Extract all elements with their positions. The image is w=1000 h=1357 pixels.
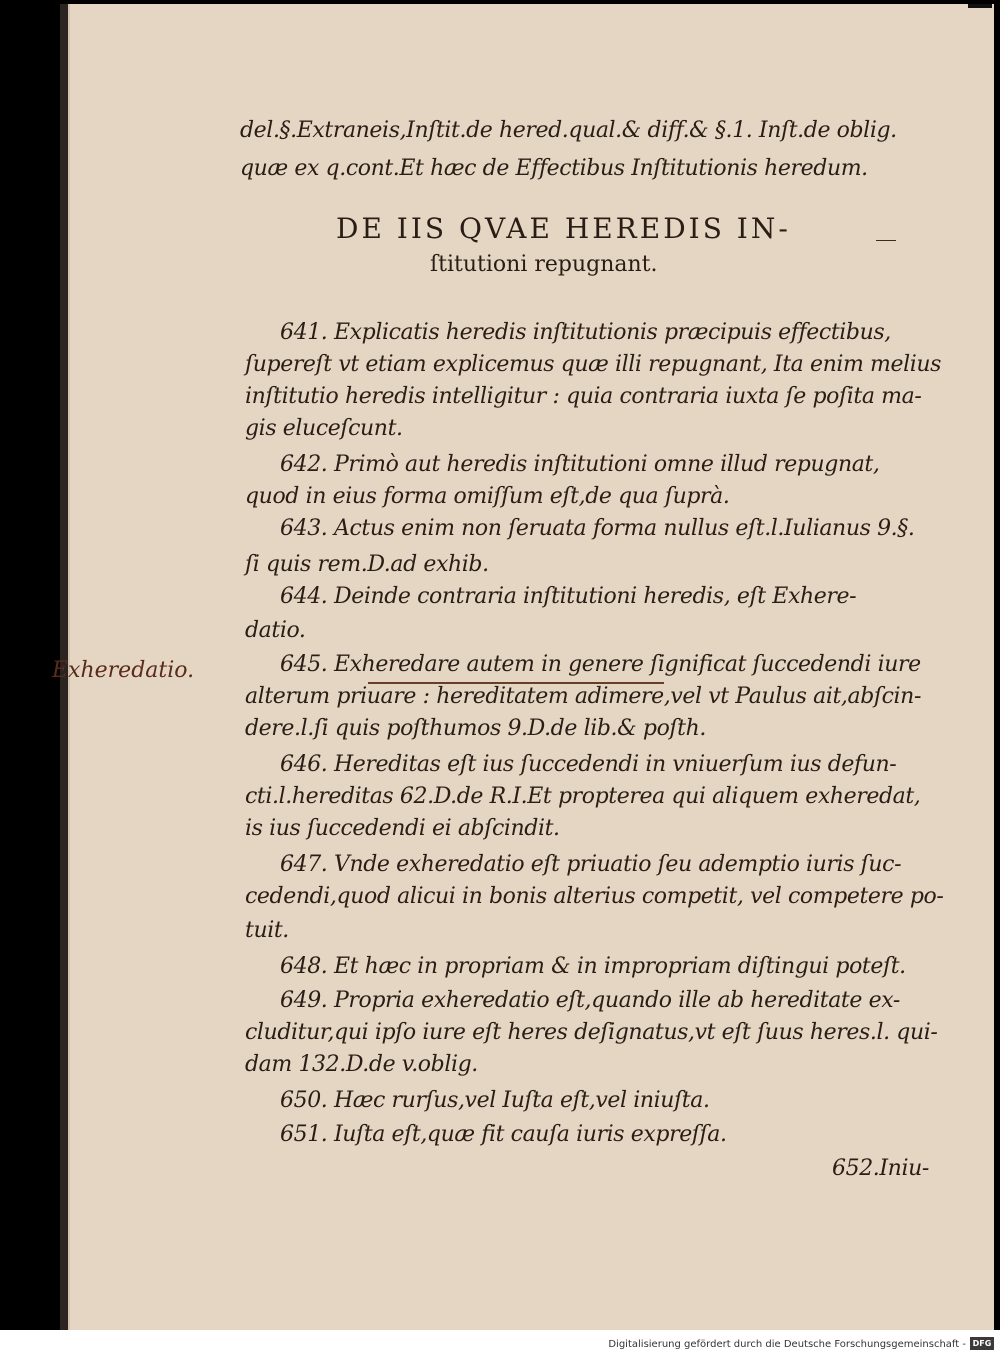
paragraph-line: ſupereſt vt etiam explicemus quæ illi repugnant, Ita enim melius <box>245 352 942 377</box>
footer-credit: Digitalisierung gefördert durch die Deutsche Forschungsgemeinschaft - <box>608 1339 966 1350</box>
handwritten-underline <box>368 682 664 684</box>
paragraph-line: inſtitutio heredis intelligitur : quia contraria iuxta ſe poſita ma- <box>245 384 922 409</box>
paragraph-line: quod in eius forma omiſſum eſt,de qua ſuprà. <box>245 484 730 509</box>
handwritten-margin-note: Exheredatio. <box>52 658 195 683</box>
intro-line: quæ ex q.cont.Et hæc de Effectibus Inſtitutionis heredum. <box>240 156 868 181</box>
paragraph-line: 644. Deinde contraria inſtitutioni heredis, eſt Exhere- <box>280 584 857 609</box>
paragraph-line: 648. Et hæc in propriam & in impropriam diſtingui poteſt. <box>280 954 906 979</box>
paragraph-line: 643. Actus enim non ſeruata forma nullus eſt.l.Iulianus 9.§. <box>280 516 915 541</box>
paragraph-line: tuit. <box>245 918 289 943</box>
paragraph-line: 651. Iuſta eſt,quæ fit cauſa iuris expreſſa. <box>280 1122 727 1147</box>
paragraph-line: alterum priuare : hereditatem adimere,vel vt Paulus ait,abſcin- <box>245 684 921 709</box>
paragraph-line: cti.l.hereditas 62.D.de R.I.Et propterea qui aliquem exheredat, <box>245 784 921 809</box>
paragraph-line: 650. Hæc rurſus,vel Iuſta eſt,vel iniuſta. <box>280 1088 710 1113</box>
paragraph-line: is ius ſuccedendi ei abſcindit. <box>245 816 560 841</box>
catchword: 652.Iniu- <box>832 1156 929 1181</box>
section-heading: DE IIS QVAE HEREDIS IN- <box>336 212 791 245</box>
heading-dash <box>876 240 896 241</box>
paragraph-line: 647. Vnde exheredatio eſt priuatio ſeu ademptio iuris ſuc- <box>280 852 902 877</box>
section-heading-continued: ſtitutioni repugnant. <box>430 252 658 277</box>
paragraph-line: dam 132.D.de v.oblig. <box>245 1052 478 1077</box>
paragraph-line: 646. Hereditas eſt ius ſuccedendi in vniuerſum ius defun- <box>280 752 897 777</box>
paragraph-line: 645. Exheredare autem in genere ſignificat ſuccedendi iure <box>280 652 921 677</box>
paragraph-line: 642. Primò aut heredis inſtitutioni omne illud repugnat, <box>280 452 880 477</box>
paragraph-line: ſi quis rem.D.ad exhib. <box>245 552 489 577</box>
page-edge-mark <box>968 4 992 8</box>
paragraph-line: 649. Propria exheredatio eſt,quando ille ab hereditate ex- <box>280 988 900 1013</box>
dfg-logo: DFG <box>970 1337 994 1350</box>
intro-line: del.§.Extraneis,Inſtit.de hered.qual.& diff.& §.1. Inſt.de oblig. <box>240 118 897 143</box>
paragraph-line: cedendi,quod alicui in bonis alterius competit, vel competere po- <box>245 884 944 909</box>
paragraph-line: gis eluceſcunt. <box>245 416 403 441</box>
paragraph-line: 641. Explicatis heredis inſtitutionis præcipuis effectibus, <box>280 320 891 345</box>
paragraph-line: cluditur,qui ipſo iure eſt heres deſignatus,vt eſt ſuus heres.l. qui- <box>245 1020 938 1045</box>
paragraph-line: dere.l.ſi quis poſthumos 9.D.de lib.& poſth. <box>245 716 706 741</box>
paragraph-line: datio. <box>245 618 306 643</box>
